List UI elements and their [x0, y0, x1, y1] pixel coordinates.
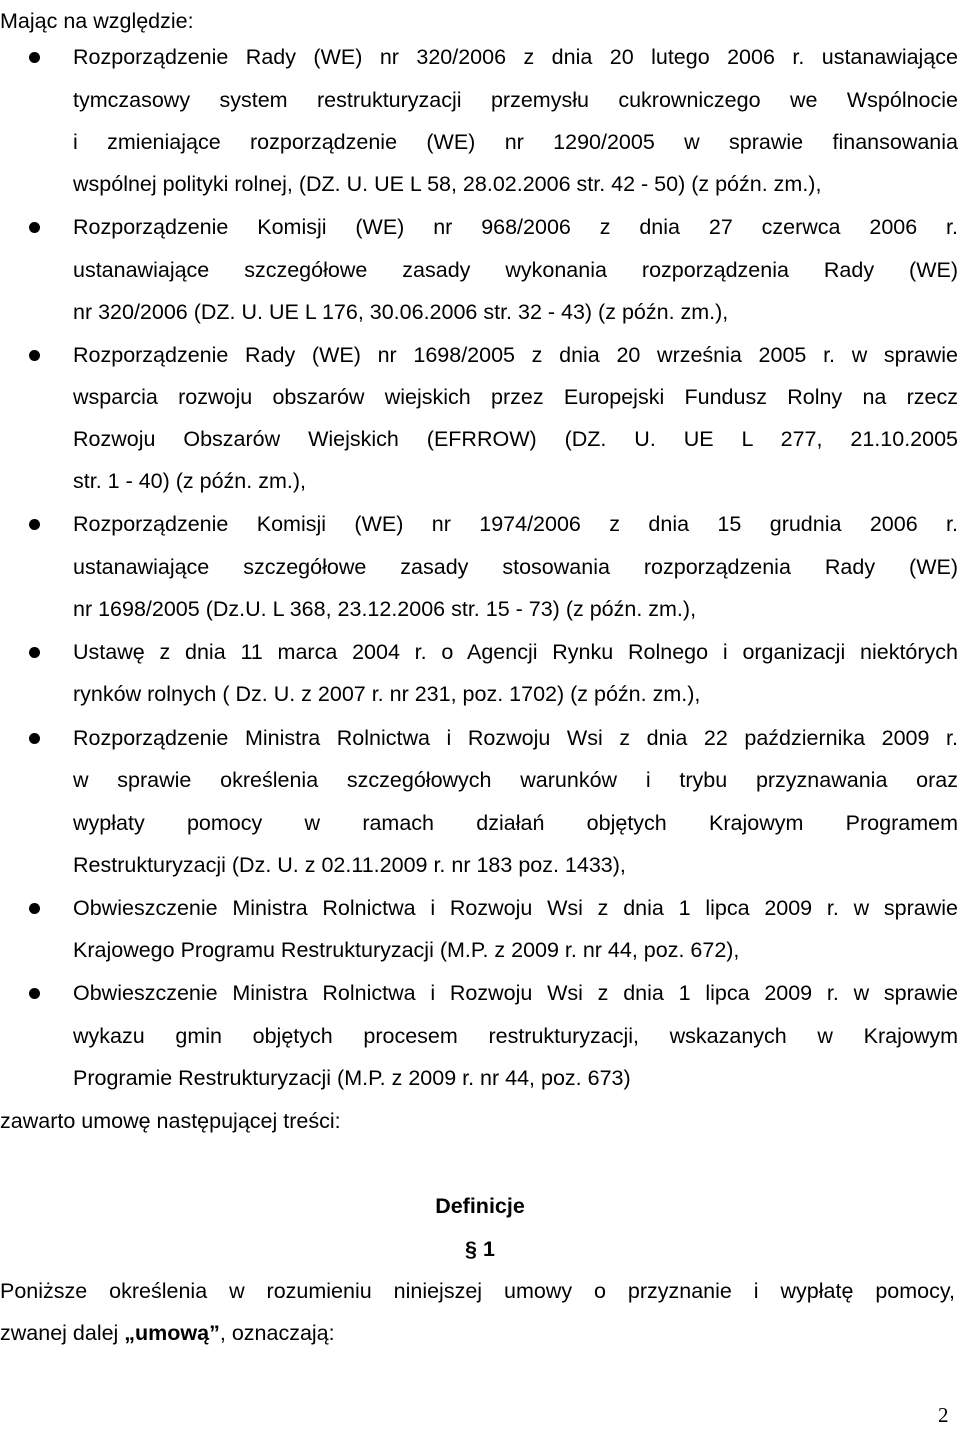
list-item-line: ustanawiające szczegółowe zasady wykonania rozporządzenia Rady (WE) — [73, 258, 958, 282]
bullet-icon — [29, 519, 40, 530]
list-item-line: tymczasowy system restrukturyzacji przemysłu cukrowniczego we Wspólnocie — [73, 88, 958, 112]
list-item-line: Rozwoju Obszarów Wiejskich (EFRROW) (DZ. U. UE L 277, 21.10.2005 — [73, 427, 958, 451]
bullet-icon — [29, 52, 40, 63]
list-item-line: nr 1698/2005 (Dz.U. L 368, 23.12.2006 str. 15 - 73) (z późn. zm.), — [73, 597, 697, 621]
bullet-icon — [29, 903, 40, 914]
list-item-line: ustanawiające szczegółowe zasady stosowania rozporządzenia Rady (WE) — [73, 555, 958, 579]
list-item-line: Ustawę z dnia 11 marca 2004 r. o Agencji Rynku Rolnego i organizacji niektórych — [73, 640, 958, 664]
list-item-line: Rozporządzenie Rady (WE) nr 320/2006 z dnia 20 lutego 2006 r. ustanawiające — [73, 45, 958, 69]
list-item-line: wykazu gmin objętych procesem restrukturyzacji, wskazanych w Krajowym — [73, 1024, 958, 1048]
definitions-suffix: , oznaczają: — [219, 1321, 335, 1345]
list-item-line: Rozporządzenie Komisji (WE) nr 1974/2006 z dnia 15 grudnia 2006 r. — [73, 512, 958, 536]
section-number: § 1 — [465, 1237, 495, 1261]
section-title: Definicje — [435, 1194, 525, 1218]
list-item-line: wspólnej polityki rolnej, (DZ. U. UE L 58, 28.02.2006 str. 42 - 50) (z późn. zm.), — [73, 172, 822, 196]
bullet-icon — [29, 350, 40, 361]
list-item-line: w sprawie określenia szczegółowych warunków i trybu przyznawania oraz — [73, 768, 958, 792]
list-item-line: rynków rolnych ( Dz. U. z 2007 r. nr 231, poz. 1702) (z późn. zm.), — [73, 682, 701, 706]
list-item-line: wypłaty pomocy w ramach działań objętych Krajowym Programem — [73, 811, 958, 835]
list-item-line: Rozporządzenie Ministra Rolnictwa i Rozwoju Wsi z dnia 22 października 2009 r. — [73, 726, 958, 750]
definitions-text: Poniższe określenia w rozumieniu niniejszej umowy o przyznanie i wypłatę pomocy, — [0, 1279, 955, 1303]
definitions-prefix: zwanej dalej — [0, 1321, 125, 1345]
intro-text: Mając na względzie: — [0, 9, 194, 33]
list-item-line: Restrukturyzacji (Dz. U. z 02.11.2009 r. nr 183 poz. 1433), — [73, 853, 626, 877]
list-item-line: wsparcia rozwoju obszarów wiejskich przez Europejski Fundusz Rolny na rzecz — [73, 385, 958, 409]
defined-term: „umową” — [124, 1321, 220, 1345]
list-item-line: str. 1 - 40) (z późn. zm.), — [73, 469, 306, 493]
list-item-line: Rozporządzenie Rady (WE) nr 1698/2005 z dnia 20 września 2005 r. w sprawie — [73, 343, 958, 367]
bullet-icon — [29, 647, 40, 658]
closing-text: zawarto umowę następującej treści: — [0, 1109, 341, 1133]
list-item-line: Programie Restrukturyzacji (M.P. z 2009 r. nr 44, poz. 673) — [73, 1066, 631, 1090]
list-item-line: i zmieniające rozporządzenie (WE) nr 1290/2005 w sprawie finansowania — [73, 130, 958, 154]
definitions-text-line2 — [0, 1320, 335, 1346]
bullet-icon — [29, 222, 40, 233]
list-item-line: Obwieszczenie Ministra Rolnictwa i Rozwoju Wsi z dnia 1 lipca 2009 r. w sprawie — [73, 981, 958, 1005]
page-number: 2 — [938, 1403, 949, 1427]
list-item-line: Rozporządzenie Komisji (WE) nr 968/2006 z dnia 27 czerwca 2006 r. — [73, 215, 958, 239]
bullet-icon — [29, 988, 40, 999]
bullet-icon — [29, 733, 40, 744]
list-item-line: nr 320/2006 (DZ. U. UE L 176, 30.06.2006 str. 32 - 43) (z późn. zm.), — [73, 300, 729, 324]
list-item-line: Obwieszczenie Ministra Rolnictwa i Rozwoju Wsi z dnia 1 lipca 2009 r. w sprawie — [73, 896, 958, 920]
list-item-line: Krajowego Programu Restrukturyzacji (M.P. z 2009 r. nr 44, poz. 672), — [73, 938, 740, 962]
